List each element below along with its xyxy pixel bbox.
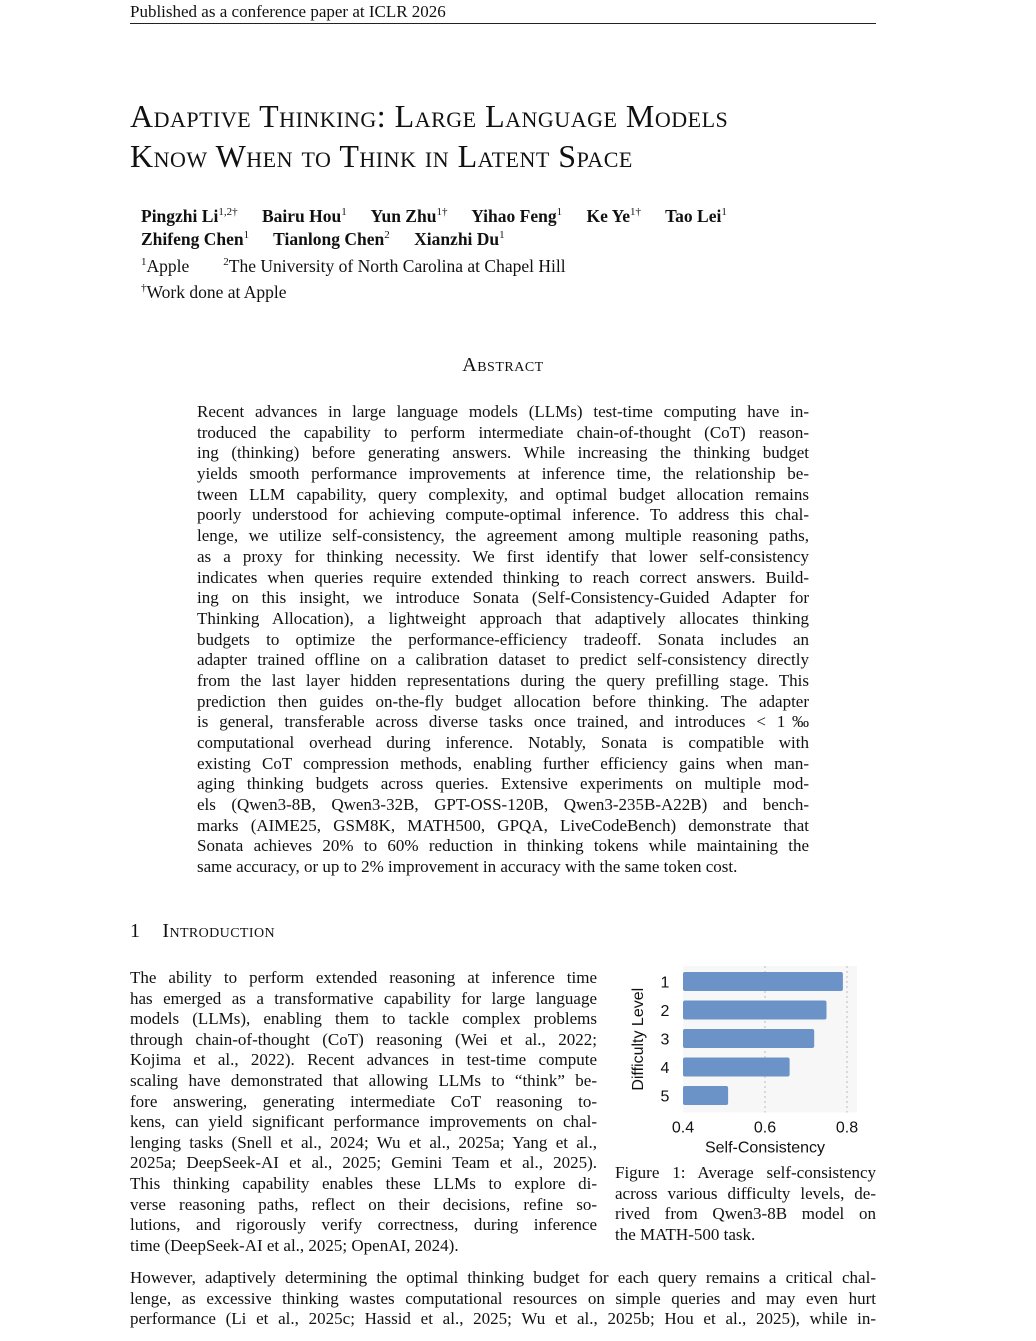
abstract-line: Thinking Allocation), a lightweight approach that adaptively allocates thinking	[197, 608, 809, 628]
abstract-line: as a proxy for thinking necessity. We first identify that lower self-consistency	[197, 546, 809, 566]
author: Bairu Hou$^1$	[261, 206, 347, 226]
category-label: 3	[660, 1031, 670, 1049]
abstract-line: marks (AIME25, GSM8K, MATH500, GPQA, LiveCodeBench) demonstrate that	[197, 815, 809, 835]
abstract-line: computational overhead during inference. Notably, Sonata is compatible with	[197, 733, 809, 752]
x-axis-label: Self-Consistency	[704, 1139, 826, 1157]
bar	[683, 1058, 790, 1077]
tick-label: 0.8	[835, 1119, 859, 1137]
intro-line: through chain-of-thought (CoT) reasoning (Wei et al., 2022;	[130, 1029, 597, 1049]
author: Tao Lei$^1$	[665, 206, 727, 226]
category-label: 5	[660, 1088, 670, 1106]
figure-1-caption	[615, 1163, 876, 1245]
abstract-line: yields smooth performance improvements at inference time, the relationship be-	[197, 464, 809, 484]
abstract-line: tween LLM capability, query complexity, and optimal budget allocation remains	[197, 484, 809, 504]
intro-line: 2025a; DeepSeek-AI et al., 2025; Gemini Team et al., 2025).	[130, 1153, 597, 1173]
title-line-2: Know When to Think in Latent Space	[130, 138, 633, 174]
bar-chart	[615, 960, 876, 1160]
abstract-line: existing CoT compression methods, enabling further efficiency gains when man-	[197, 753, 809, 773]
abstract-line: ing on this insight, we introduce Sonata (Self-Consistency-Guided Adapter for	[197, 588, 809, 608]
author: Xianzhi Du$^1$	[414, 229, 505, 249]
intro-line: lutions, and rigorously verify correctness, during inference	[130, 1215, 597, 1235]
abstract-line: same accuracy, or up to 2% improvement in accuracy with the same token cost.	[197, 857, 738, 877]
abstract-line: prediction then guides on-the-fly budget allocation before thinking. The adapter	[197, 691, 809, 711]
title-line-1: Adaptive Thinking: Large Language Models	[130, 98, 729, 134]
abstract-line: els (Qwen3-8B, Qwen3-32B, GPT-OSS-120B, Qwen3-235B-A22B) and bench-	[197, 795, 809, 815]
abstract-line: adapter trained offline on a calibration dataset to predict self-consistency directly	[197, 650, 809, 670]
intro-line: time (DeepSeek-AI et al., 2025; OpenAI, 2024).	[130, 1235, 459, 1255]
abstract-line: troduced the capability to perform intermediate chain-of-thought (CoT) reason-	[197, 422, 809, 442]
author-list	[141, 205, 881, 251]
abstract-line: ing (thinking) before generating answers. While increasing the thinking budget	[197, 443, 809, 463]
intro-line: kens, can yield significant performance improvements on chal-	[130, 1112, 597, 1132]
author: Yihao Feng$^1$	[471, 206, 563, 226]
abstract-body	[197, 402, 809, 878]
abstract-line: poorly understood for achieving compute-optimal inference. To address this chal-	[197, 505, 809, 525]
category-label: 4	[660, 1060, 670, 1077]
caption-line: rived from Qwen3-8B model on	[615, 1204, 876, 1224]
tick-label: 0.4	[671, 1119, 695, 1137]
bar	[683, 972, 843, 991]
figure-1-chart	[615, 960, 876, 1160]
intro-line: The ability to perform extended reasoning at inference time	[130, 968, 597, 987]
paragraph-line: lenge, as excessive thinking wastes computational resources on simple queries and may even hurt	[130, 1288, 876, 1308]
caption-line: Figure 1: Average self-consistency	[615, 1163, 876, 1182]
affiliation-2: $^2$The University of North Carolina at Chapel Hill	[223, 256, 566, 276]
abstract-heading: Abstract	[462, 354, 544, 376]
abstract-line: budgets to optimize the performance-efficiency tradeoff. Sonata includes an	[197, 629, 809, 649]
paragraph-line: performance (Li et al., 2025c; Hassid et al., 2025; Wu et al., 2025b; Hou et al., 2025), while in-	[130, 1309, 876, 1329]
abstract-line: Sonata achieves 20% to 60% reduction in thinking tokens while maintaining the	[197, 836, 809, 856]
abstract-line: indicates when queries require extended thinking to reach correct answers. Build-	[197, 567, 809, 587]
abstract-line: lenge, we utilize self-consistency, the agreement among multiple reasoning paths,	[197, 526, 809, 546]
author: Tianlong Chen$^2$	[273, 229, 390, 249]
author: Yun Zhu$^{1\dagger}$	[370, 206, 448, 226]
bar	[683, 1001, 827, 1020]
intro-line: fore answering, generating intermediate CoT reasoning to-	[130, 1091, 597, 1111]
intro-line: Kojima et al., 2022). Recent advances in test-time compute	[130, 1050, 597, 1070]
caption-line: the MATH-500 task.	[615, 1224, 756, 1244]
bar	[683, 1086, 728, 1105]
intro-line: models (LLMs), enabling them to tackle complex problems	[130, 1009, 597, 1029]
running-header: Published as a conference paper at ICLR 2026	[130, 2, 876, 24]
affiliations	[141, 253, 566, 305]
affiliation-1: $^1$Apple	[141, 256, 190, 276]
caption-line: across various difficulty levels, de-	[615, 1183, 876, 1203]
abstract-line: from the last layer hidden representations during the query prefilling stage. This	[197, 670, 809, 690]
category-label: 1	[660, 974, 670, 992]
abstract-line: aging thinking budgets across queries. Extensive experiments on multiple mod-	[197, 774, 809, 794]
tick-label: 0.6	[753, 1119, 777, 1137]
intro-line: verse reasoning paths, reflect on their decisions, refine so-	[130, 1194, 597, 1214]
intro-paragraph-2	[130, 1268, 876, 1330]
bar	[683, 1029, 814, 1048]
intro-line: scaling have demonstrated that allowing LLMs to “think” be-	[130, 1070, 597, 1090]
paragraph-line: However, adaptively determining the optimal thinking budget for each query remains a critical chal-	[130, 1268, 876, 1287]
category-label: 2	[660, 1003, 670, 1020]
section-heading: 1 Introduction	[130, 920, 275, 942]
intro-line: has emerged as a transformative capability for large language	[130, 988, 597, 1008]
intro-paragraph-1	[130, 968, 597, 1256]
abstract-line: Recent advances in large language models (LLMs) test-time computing have in-	[197, 402, 809, 421]
y-axis-label: Difficulty Level	[630, 987, 647, 1091]
author: Zhifeng Chen$^1$	[141, 229, 250, 249]
intro-line: This thinking capability enables these LLMs to explore di-	[130, 1173, 597, 1193]
work-note: †Work done at Apple	[141, 282, 287, 302]
paper-title	[130, 96, 890, 176]
intro-line: lenging tasks (Snell et al., 2024; Wu et al., 2025a; Yang et al.,	[130, 1132, 597, 1152]
author: Pingzhi $Li^{1,2\dagger}$	[141, 206, 238, 226]
abstract-line: is general, transferable across diverse tasks once trained, and introduces < 1‰	[197, 712, 809, 732]
author: Ke $Ye^{1\dagger}$	[586, 206, 642, 226]
